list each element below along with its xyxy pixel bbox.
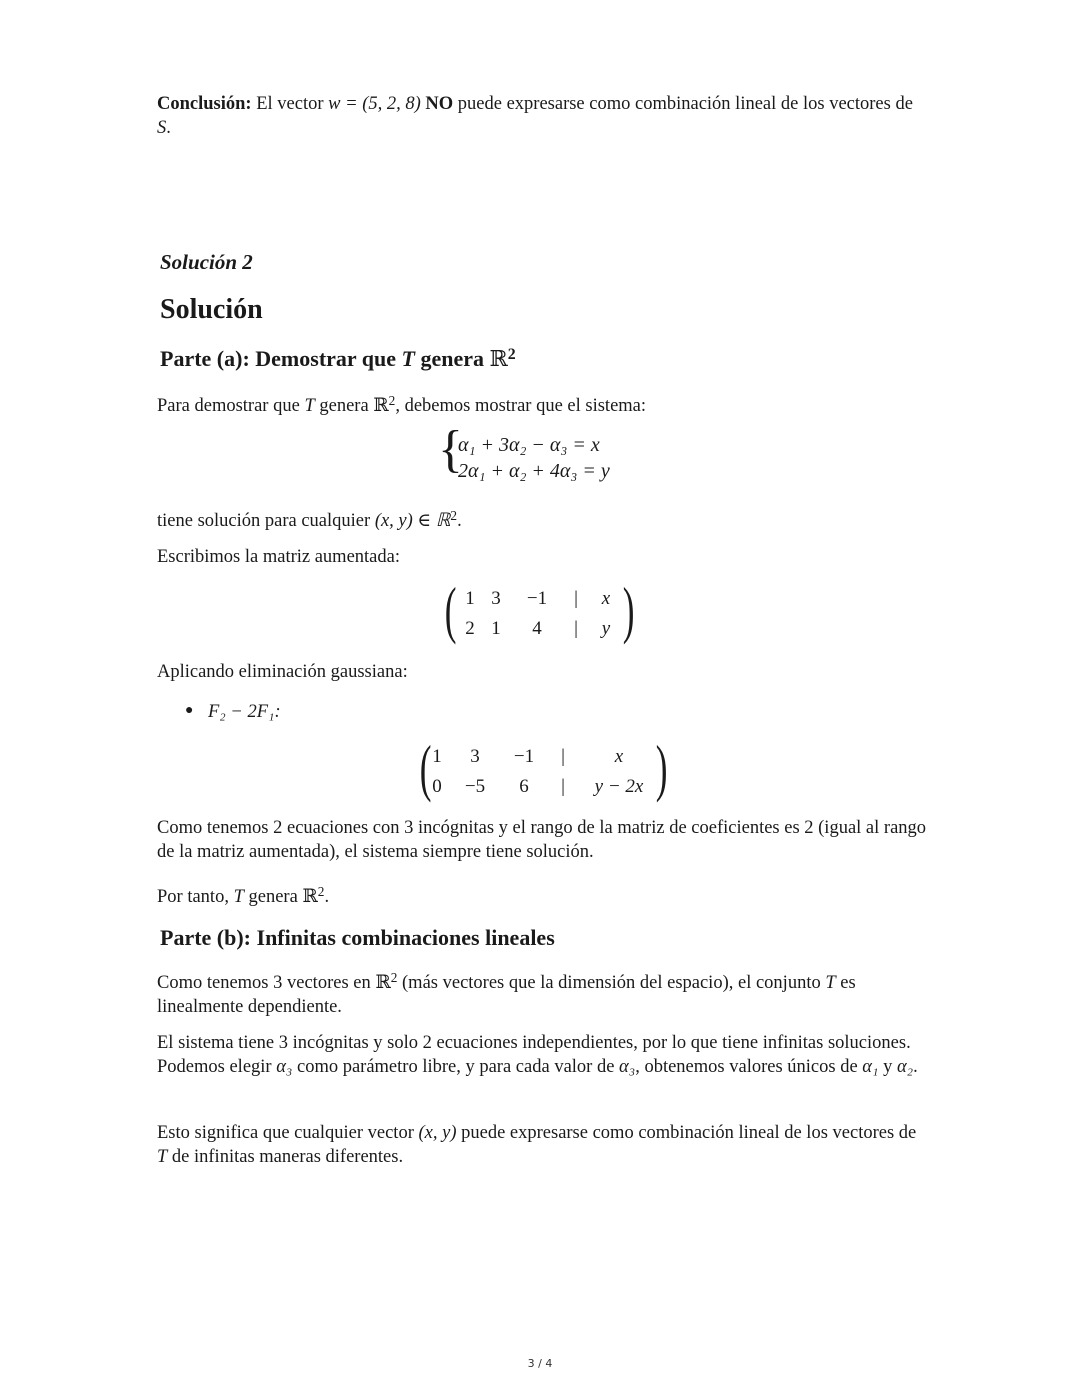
matrix-row: [458, 614, 624, 644]
matrix-cell: y: [601, 618, 611, 639]
augmented-matrix-1: [440, 574, 640, 650]
matrix-1-table: [458, 584, 624, 644]
matrix-cell: |: [561, 776, 565, 797]
matrix-cell: 3: [491, 588, 501, 609]
p2-alpha3: α₃: [276, 1057, 293, 1077]
vector-w-expression: w = (5, 2, 8): [328, 94, 426, 114]
solution-text-pre: tiene solución para cualquier: [157, 510, 375, 531]
p1-R: ℝ: [375, 971, 391, 993]
page-number: 3 / 4: [527, 1357, 553, 1370]
page-title: Solución: [160, 294, 263, 325]
solution-text-post: .: [457, 510, 462, 531]
matrix-cell: 3: [470, 746, 480, 767]
p2-alpha1: α₁: [862, 1057, 879, 1077]
part-a-heading: [160, 346, 516, 372]
therefore-post: .: [324, 886, 330, 907]
augmented-matrix-text: Escribimos la matriz aumentada:: [157, 547, 400, 567]
left-paren: (: [444, 574, 457, 645]
conclusion-end: .: [166, 118, 171, 138]
matrix-cell: |: [561, 746, 565, 767]
matrix-cell: 1: [432, 746, 442, 767]
matrix-cell: −5: [464, 776, 486, 797]
p3-pre: Esto significa que cualquier vector: [157, 1123, 419, 1143]
therefore-paragraph: [157, 880, 927, 909]
conclusion-paragraph: [157, 92, 927, 140]
p1-T: T: [825, 972, 836, 993]
matrix-cell: −1: [526, 588, 548, 609]
p1-pre: Como tenemos 3 vectores en: [157, 972, 376, 993]
part-a-heading-text: Parte (a): Demostrar que: [160, 346, 402, 372]
p3-post: de infinitas maneras diferentes.: [167, 1147, 404, 1167]
solution-for-any-paragraph: [157, 504, 927, 533]
matrix-cell: |: [574, 588, 578, 609]
therefore-R: ℝ: [302, 885, 318, 907]
intro-pre: Para demostrar que: [157, 395, 305, 416]
therefore-exp: 2: [317, 884, 325, 899]
bullet-icon: ●: [185, 703, 194, 718]
conclusion-label: Conclusión:: [157, 94, 252, 114]
therefore-pre: Por tanto,: [157, 886, 234, 907]
p2-c: , obtenemos valores únicos de: [635, 1057, 863, 1077]
right-paren: ): [655, 732, 668, 803]
part-a-heading-mid: genera: [414, 346, 490, 372]
equation-2: 2α₁ + α₂ + 4α₃ = y: [458, 460, 610, 482]
matrix-2-table: [429, 742, 655, 802]
equation-system: [438, 421, 698, 488]
p3-mid: puede expresarse como combinación lineal de los vectores de: [456, 1123, 917, 1143]
matrix-cell: y − 2x: [594, 776, 644, 797]
intro-R: ℝ: [373, 394, 389, 416]
p2-e: .: [913, 1057, 918, 1077]
augmented-matrix-2: [415, 732, 675, 808]
p2-d: y: [878, 1057, 897, 1077]
right-paren: ): [622, 574, 635, 645]
solution-text-math: (x, y) ∈ ℝ: [374, 510, 451, 531]
p1-post: es linealmente dependiente.: [157, 972, 856, 1017]
matrix-cell: 4: [532, 618, 542, 639]
matrix-cell: |: [574, 618, 578, 639]
p2-b: como parámetro libre, y para cada valor de: [292, 1057, 620, 1077]
part-b-paragraph-2: [157, 1031, 927, 1079]
p1-mid: (más vectores que la dimensión del espacio), el conjunto: [397, 972, 826, 993]
matrix-row: [458, 584, 624, 614]
matrix-row: [429, 772, 655, 802]
solution-text-exp: 2: [450, 508, 458, 523]
left-brace: {: [438, 421, 463, 478]
therefore-mid: genera: [243, 886, 303, 907]
part-a-heading-T: T: [401, 346, 415, 372]
p2-alpha2: α₂: [896, 1057, 914, 1077]
set-s: S: [157, 118, 167, 138]
row-operation-step: F₂ − 2F₁:: [208, 702, 281, 722]
rank-paragraph: Como tenemos 2 ecuaciones con 3 incógnitas y el rango de la matriz de coeficientes es 2 (igual al rango de la matriz aumentada), el sistema siempre tiene solución.: [157, 818, 927, 862]
matrix-cell: 2: [465, 618, 475, 639]
part-b-paragraph-1: [157, 966, 927, 1019]
matrix-cell: 0: [432, 776, 442, 797]
matrix-cell: 6: [519, 776, 529, 797]
intro-post: , debemos mostrar que el sistema:: [395, 395, 647, 416]
intro-T: T: [304, 395, 315, 416]
part-a-heading-R: ℝ: [489, 347, 508, 373]
part-b-heading: Parte (b): Infinitas combinaciones lineales: [160, 925, 555, 950]
therefore-T: T: [233, 886, 244, 907]
solution-label: Solución 2: [160, 250, 253, 274]
matrix-row: [429, 742, 655, 772]
conclusion-no: NO: [425, 94, 454, 114]
matrix-cell: x: [601, 588, 611, 609]
matrix-cell: 1: [491, 618, 501, 639]
gauss-text: Aplicando eliminación gaussiana:: [157, 662, 408, 682]
matrix-cell: 1: [465, 588, 475, 609]
conclusion-text-1: El vector: [251, 94, 329, 114]
p2-a: El sistema tiene 3 incógnitas y solo 2 ecuaciones independientes, por lo que tiene infinitas soluciones. Podemos elegir: [157, 1033, 911, 1077]
p3-math: (x, y): [418, 1123, 457, 1143]
intro-mid: genera: [314, 395, 374, 416]
part-a-intro: [157, 389, 927, 418]
conclusion-text-2: puede expresarse como combinación lineal de los vectores de: [453, 94, 913, 114]
left-paren: (: [419, 732, 432, 803]
p3-T: T: [157, 1147, 168, 1167]
matrix-cell: −1: [513, 746, 535, 767]
part-a-heading-exp: 2: [507, 346, 516, 363]
p2-alpha3b: α₃: [619, 1057, 636, 1077]
p1-exp: 2: [390, 970, 398, 985]
matrix-cell: x: [614, 746, 624, 767]
intro-exp: 2: [388, 393, 396, 408]
part-b-paragraph-3: [157, 1121, 927, 1169]
equation-1: α₁ + 3α₂ − α₃ = x: [458, 434, 600, 456]
